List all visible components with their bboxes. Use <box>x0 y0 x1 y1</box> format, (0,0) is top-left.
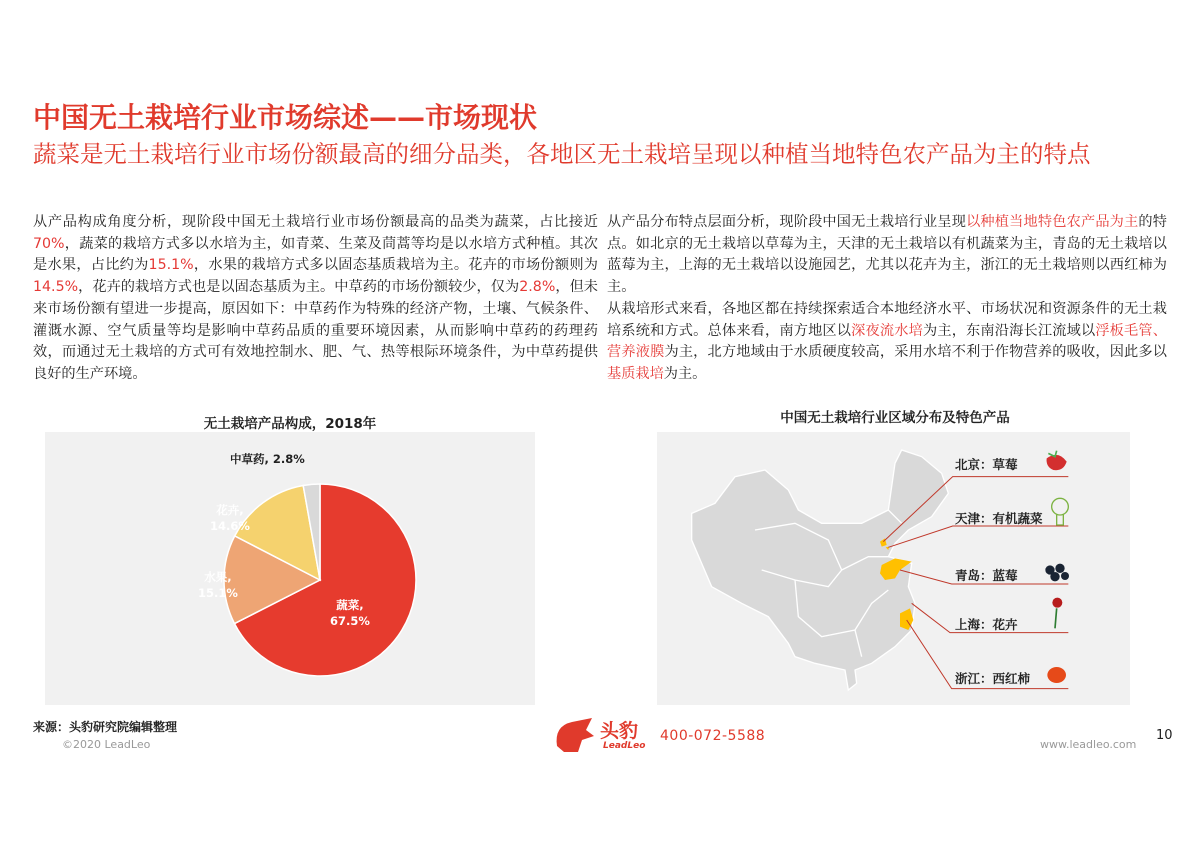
strawberry-icon <box>1047 451 1067 471</box>
page-subtitle: 蔬菜是无土栽培行业市场份额最高的细分品类，各地区无土栽培呈现以种植当地特色农产品为主的特点 <box>33 140 1091 168</box>
china-outline <box>692 450 949 690</box>
map-label-tianjin: 天津：有机蔬菜 <box>955 511 1043 526</box>
text: 的特点。如北京的无土栽培以草莓为主，天津的无土栽培以有机蔬菜为主，青岛的无土栽培以蓝莓为主，上海的无土栽培以设施园艺，尤其以花卉为主，浙江的无土栽培则以西红柿为主。 <box>607 214 1167 296</box>
page-number: 10 <box>1156 728 1173 743</box>
highlight: 70% <box>33 235 65 252</box>
map-label-beijing: 北京：草莓 <box>955 457 1018 472</box>
pie-label-flowers: 花卉, 14.6% <box>210 503 250 533</box>
highlight: 基质栽培 <box>607 365 664 382</box>
copyright: ©2020 LeadLeo <box>62 738 151 751</box>
page-title: 中国无土栽培行业市场综述——市场现状 <box>33 101 538 134</box>
blueberry-icon <box>1045 564 1069 582</box>
text: ，水果的栽培方式多以固态基质栽培为主。花卉的市场份额则为 <box>193 257 598 274</box>
pie-chart <box>45 432 535 705</box>
map-label-qingdao: 青岛：蓝莓 <box>955 568 1018 583</box>
china-map <box>655 430 1135 705</box>
highlight: 深夜流水培 <box>851 322 923 339</box>
distribution-text <box>607 212 1167 386</box>
map-title: 中国无土栽培行业区域分布及特色产品 <box>780 410 1010 426</box>
text: ，花卉的栽培方式也是以固态基质为主。中草药的市场份额较少，仅为 <box>78 279 520 296</box>
text: ，蔬菜的栽培方式多以水培为主，如青菜、生菜及茼蒿等均是以水培方式种植。其次是水果，占比约为 <box>33 235 598 274</box>
highlight: 14.5% <box>33 279 79 296</box>
text: 从产品构成角度分析，现阶段中国无土栽培行业市场份额最高的品类为蔬菜，占比接近 <box>33 214 598 230</box>
website[interactable]: www.leadleo.com <box>1040 738 1137 751</box>
pie-label-vegetables: 蔬菜, 67.5% <box>330 598 370 628</box>
text: 为主，东南沿海长江流域以 <box>922 322 1096 339</box>
leopard-logo-icon <box>552 716 597 754</box>
pie-label-herbs: 中草药, 2.8% <box>230 452 305 466</box>
tomato-icon <box>1047 667 1066 683</box>
map-label-shanghai: 上海：花卉 <box>955 617 1018 632</box>
product-composition-text <box>33 212 598 386</box>
phone-number: 400-072-5588 <box>660 728 766 744</box>
text: 为主，北方地域由于水质硬度较高，采用水培不利于作物营养的吸收，因此多以 <box>664 344 1167 361</box>
paragraph <box>607 299 1167 386</box>
pie-chart-title: 无土栽培产品构成，2018年 <box>203 416 377 432</box>
text: 为主。 <box>663 365 707 382</box>
text: 从产品分布特点层面分析，现阶段中国无土栽培行业呈现 <box>607 214 967 230</box>
highlight: 2.8% <box>519 279 556 296</box>
broccoli-icon <box>1052 498 1069 525</box>
logo-text-cn: 头豹 <box>600 720 639 742</box>
rose-icon <box>1052 598 1062 629</box>
pie-label-fruits: 水果, 15.1% <box>198 570 238 600</box>
highlight: 15.1% <box>148 257 194 274</box>
highlight: 浮板毛管、营养液膜 <box>607 322 1167 361</box>
text: 从栽培形式来看，各地区都在持续探索适合本地经济水平、市场状况和资源条件的无土栽培系统和方式。总体来看，南方地区以 <box>607 300 1167 339</box>
leadleo-logo <box>552 716 597 754</box>
map-label-zhejiang: 浙江：西红柿 <box>955 671 1031 686</box>
paragraph <box>607 212 1167 299</box>
source-note: 来源：头豹研究院编辑整理 <box>33 720 178 734</box>
text: ，但未来市场份额有望进一步提高，原因如下：中草药作为特殊的经济产物，土壤、气候条件、灌溉水源、空气质量等均是影响中草药品质的重要环境因素，从而影响中草药的药理药效，而通过无土栽培的方式可有效地控制水、肥、气、热等根际环境条件，为中草药提供良好的生产环境。 <box>33 279 598 382</box>
logo-text-en: LeadLeo <box>603 741 646 751</box>
highlight: 以种植当地特色农产品为主 <box>966 214 1139 230</box>
